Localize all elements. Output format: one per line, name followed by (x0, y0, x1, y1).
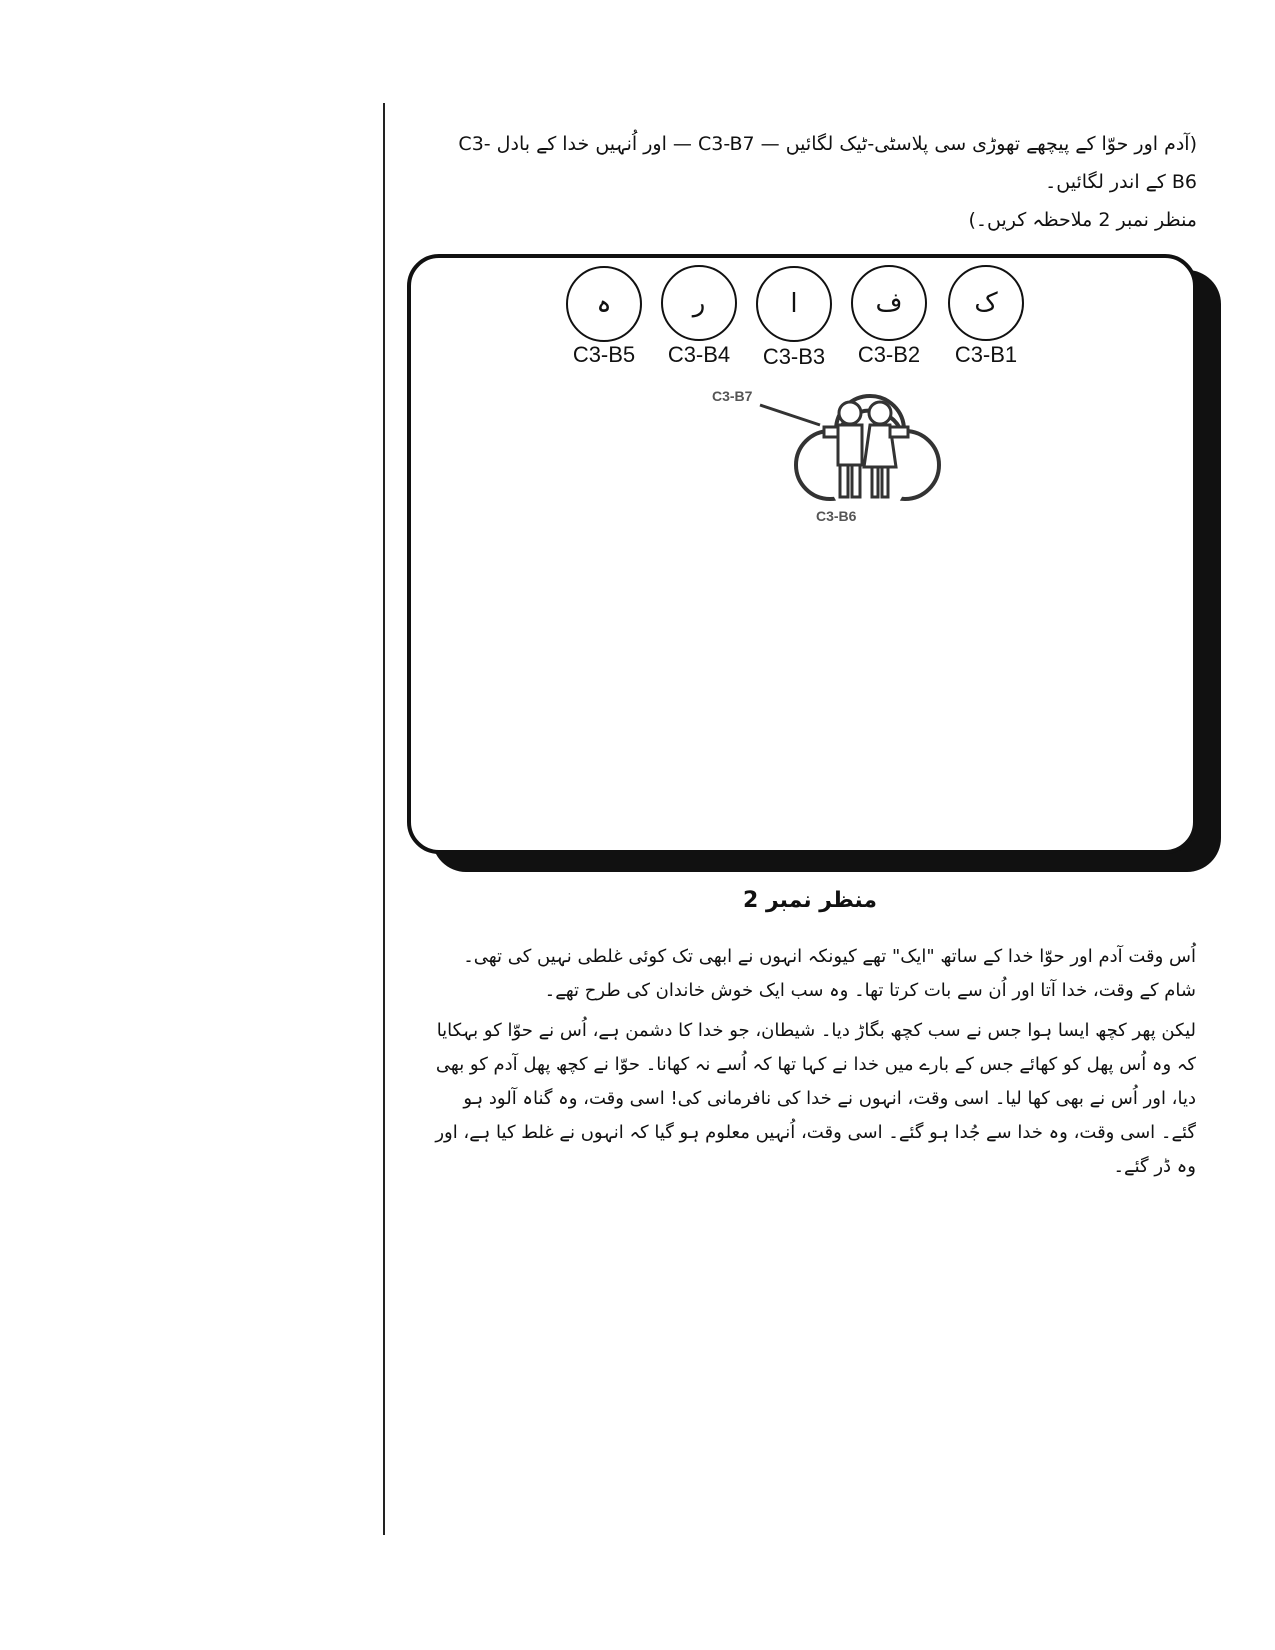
figure-label-c3-b7: C3-B7 (712, 388, 753, 404)
letter-circle-c3-b3: ا (756, 266, 832, 342)
paragraph-2: لیکن پھر کچھ ایسا ہوا جس نے سب کچھ بگاڑ دیا۔ شیطان، جو خدا کا دشمن ہے، اُس نے حوّا کو بہکایا کہ وہ اُس پھل کو کھائے جس کے بارے میں خدا نے کہا تھا کہ اُسے نہ کھانا۔ حوّا نے کچھ پھل آدم کو بھی دیا، اور اُس نے بھی کھا لیا۔ اسی وقت، انہوں نے خدا کی نافرمانی کی! اسی وقت، وہ گناہ آلود ہو گئے۔ اسی وقت، وہ خدا سے جُدا ہو گئے۔ اسی وقت، اُنہیں معلوم ہو گیا کہ انہوں نے غلط کیا ہے، اور وہ ڈر گئے۔ (435, 1020, 1196, 1177)
circle-code-c3-b4: C3-B4 (667, 342, 731, 367)
instruction-line-2: منظر نمبر 2 ملاحظہ کریں۔) (968, 209, 1197, 231)
letter-circle-c3-b2: ف (851, 265, 927, 341)
circle-code-c3-b5: C3-B5 (572, 342, 636, 367)
letter-circle-c3-b5: ہ (566, 266, 642, 342)
margin-rule (383, 103, 385, 1535)
instruction-line-1: (آدم اور حوّا کے پیچھے تھوڑی سی پلاسٹی-ٹیک لگائیں — C3-B7 — اور اُنہیں خدا کے بادل C3-B6 کے اندر لگائیں۔ (458, 133, 1197, 193)
letter-circle-c3-b1: ک (948, 265, 1024, 341)
circle-code-c3-b2: C3-B2 (857, 342, 921, 367)
circle-code-c3-b3: C3-B3 (762, 344, 826, 369)
paragraph-1: اُس وقت آدم اور حوّا خدا کے ساتھ "ایک" تھے کیونکہ انہوں نے ابھی تک کوئی غلطی نہیں کی تھی۔ شام کے وقت، خدا آتا اور اُن سے بات کرتا تھا۔ وہ سب ایک خوش خاندان کی طرح تھے۔ (463, 946, 1196, 1001)
pointer-line (760, 405, 820, 425)
cloud-label-c3-b6: C3-B6 (816, 508, 857, 524)
instruction-text (455, 125, 1197, 239)
letter-circle-c3-b4: ر (661, 265, 737, 341)
cloud-illustration (712, 385, 940, 535)
story-text (430, 940, 1196, 1190)
circle-code-c3-b1: C3-B1 (954, 342, 1018, 367)
scene-title: منظر نمبر 2 (742, 888, 878, 913)
